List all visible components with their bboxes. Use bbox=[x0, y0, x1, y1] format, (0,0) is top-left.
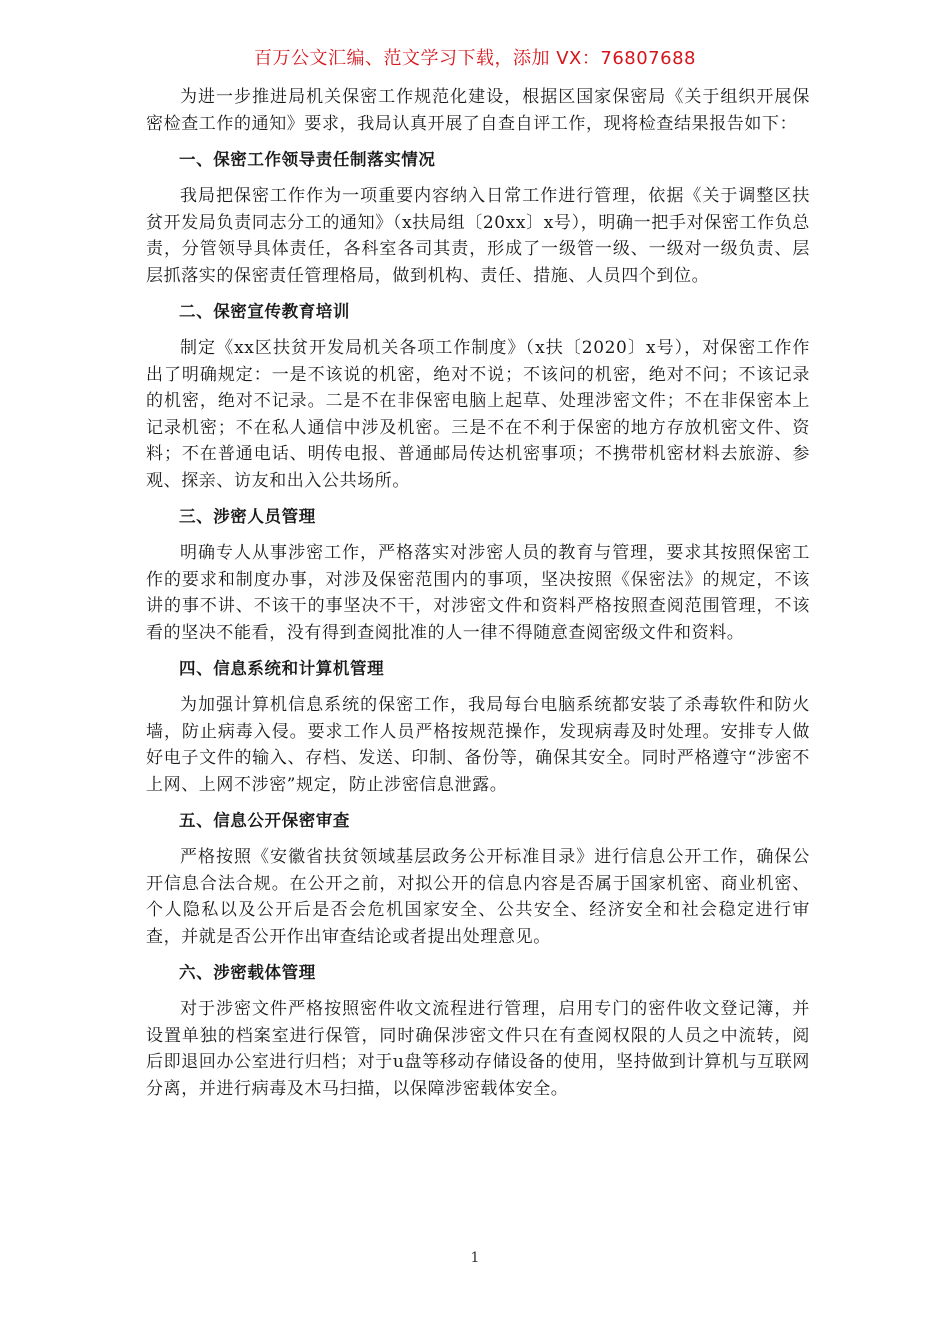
section-6 bbox=[146, 960, 810, 1102]
section-paragraph: 制定《xx区扶贫开发局机关各项工作制度》（x扶〔2020〕x号），对保密工作作出了明确规定：一是不该说的机密，绝对不说；不该问的机密，绝对不问；不该记录的机密，绝对不记录。二是不在非保密电脑上起草、处理涉密文件；不在非保密本上记录机密；不在私人通信中涉及机密。三是不在不利于保密的地方存放机密文件、资料；不在普通电话、明传电报、普通邮局传达机密事项；不携带机密材料去旅游、参观、探亲、访友和出入公共场所。 bbox=[146, 338, 810, 491]
section-3 bbox=[146, 504, 810, 646]
section-paragraph: 我局把保密工作作为一项重要内容纳入日常工作进行管理，依据《关于调整区扶贫开发局负责同志分工的通知》（x扶局组〔20xx〕x号），明确一把手对保密工作负总责，分管领导具体责任，各科室各司其责，形成了一级管一级、一级对一级负责、层层抓落实的保密责任管理格局，做到机构、责任、措施、人员四个到位。 bbox=[146, 186, 810, 286]
section-paragraph: 明确专人从事涉密工作，严格落实对涉密人员的教育与管理，要求其按照保密工作的要求和制度办事，对涉及保密范围内的事项，坚决按照《保密法》的规定，不该讲的事不讲、不该干的事坚决不干，对涉密文件和资料严格按照查阅范围管理，不该看的坚决不能看，没有得到查阅批准的人一律不得随意查阅密级文件和资料。 bbox=[146, 543, 810, 643]
section-heading: 一、保密工作领导责任制落实情况 bbox=[179, 150, 436, 169]
section-heading: 三、涉密人员管理 bbox=[179, 507, 316, 526]
section-heading: 二、保密宣传教育培训 bbox=[179, 302, 350, 321]
section-heading: 六、涉密载体管理 bbox=[179, 963, 316, 982]
section-1 bbox=[146, 147, 810, 289]
section-heading: 五、信息公开保密审查 bbox=[179, 811, 350, 830]
section-paragraph: 为加强计算机信息系统的保密工作，我局每台电脑系统都安装了杀毒软件和防火墙，防止病毒入侵。要求工作人员严格按规范操作，发现病毒及时处理。安排专人做好电子文件的输入、存档、发送、印制、备份等，确保其安全。同时严格遵守“涉密不上网、上网不涉密”规定，防止涉密信息泄露。 bbox=[146, 695, 810, 795]
intro-paragraph: 为进一步推进局机关保密工作规范化建设，根据区国家保密局《关于组织开展保密检查工作的通知》要求，我局认真开展了自查自评工作，现将检查结果报告如下： bbox=[146, 87, 810, 134]
section-paragraph: 严格按照《安徽省扶贫领域基层政务公开标准目录》进行信息公开工作，确保公开信息合法合规。在公开之前，对拟公开的信息内容是否属于国家机密、商业机密、个人隐私以及公开后是否会危机国家安全、公共安全、经济安全和社会稳定进行审查，并就是否公开作出审查结论或者提出处理意见。 bbox=[146, 847, 810, 947]
section-4 bbox=[146, 656, 810, 798]
section-heading: 四、信息系统和计算机管理 bbox=[179, 659, 385, 678]
page-number: 1 bbox=[470, 1250, 480, 1266]
section-5 bbox=[146, 808, 810, 950]
section-2 bbox=[146, 299, 810, 494]
document-body bbox=[146, 84, 810, 1102]
header-banner: 百万公文汇编、范文学习下载，添加 VX：76807688 bbox=[254, 48, 696, 69]
section-paragraph: 对于涉密文件严格按照密件收文流程进行管理，启用专门的密件收文登记簿，并设置单独的档案室进行保管，同时确保涉密文件只在有查阅权限的人员之中流转，阅后即退回办公室进行归档；对于u盘等移动存储设备的使用，坚持做到计算机与互联网分离，并进行病毒及木马扫描，以保障涉密载体安全。 bbox=[146, 999, 810, 1099]
